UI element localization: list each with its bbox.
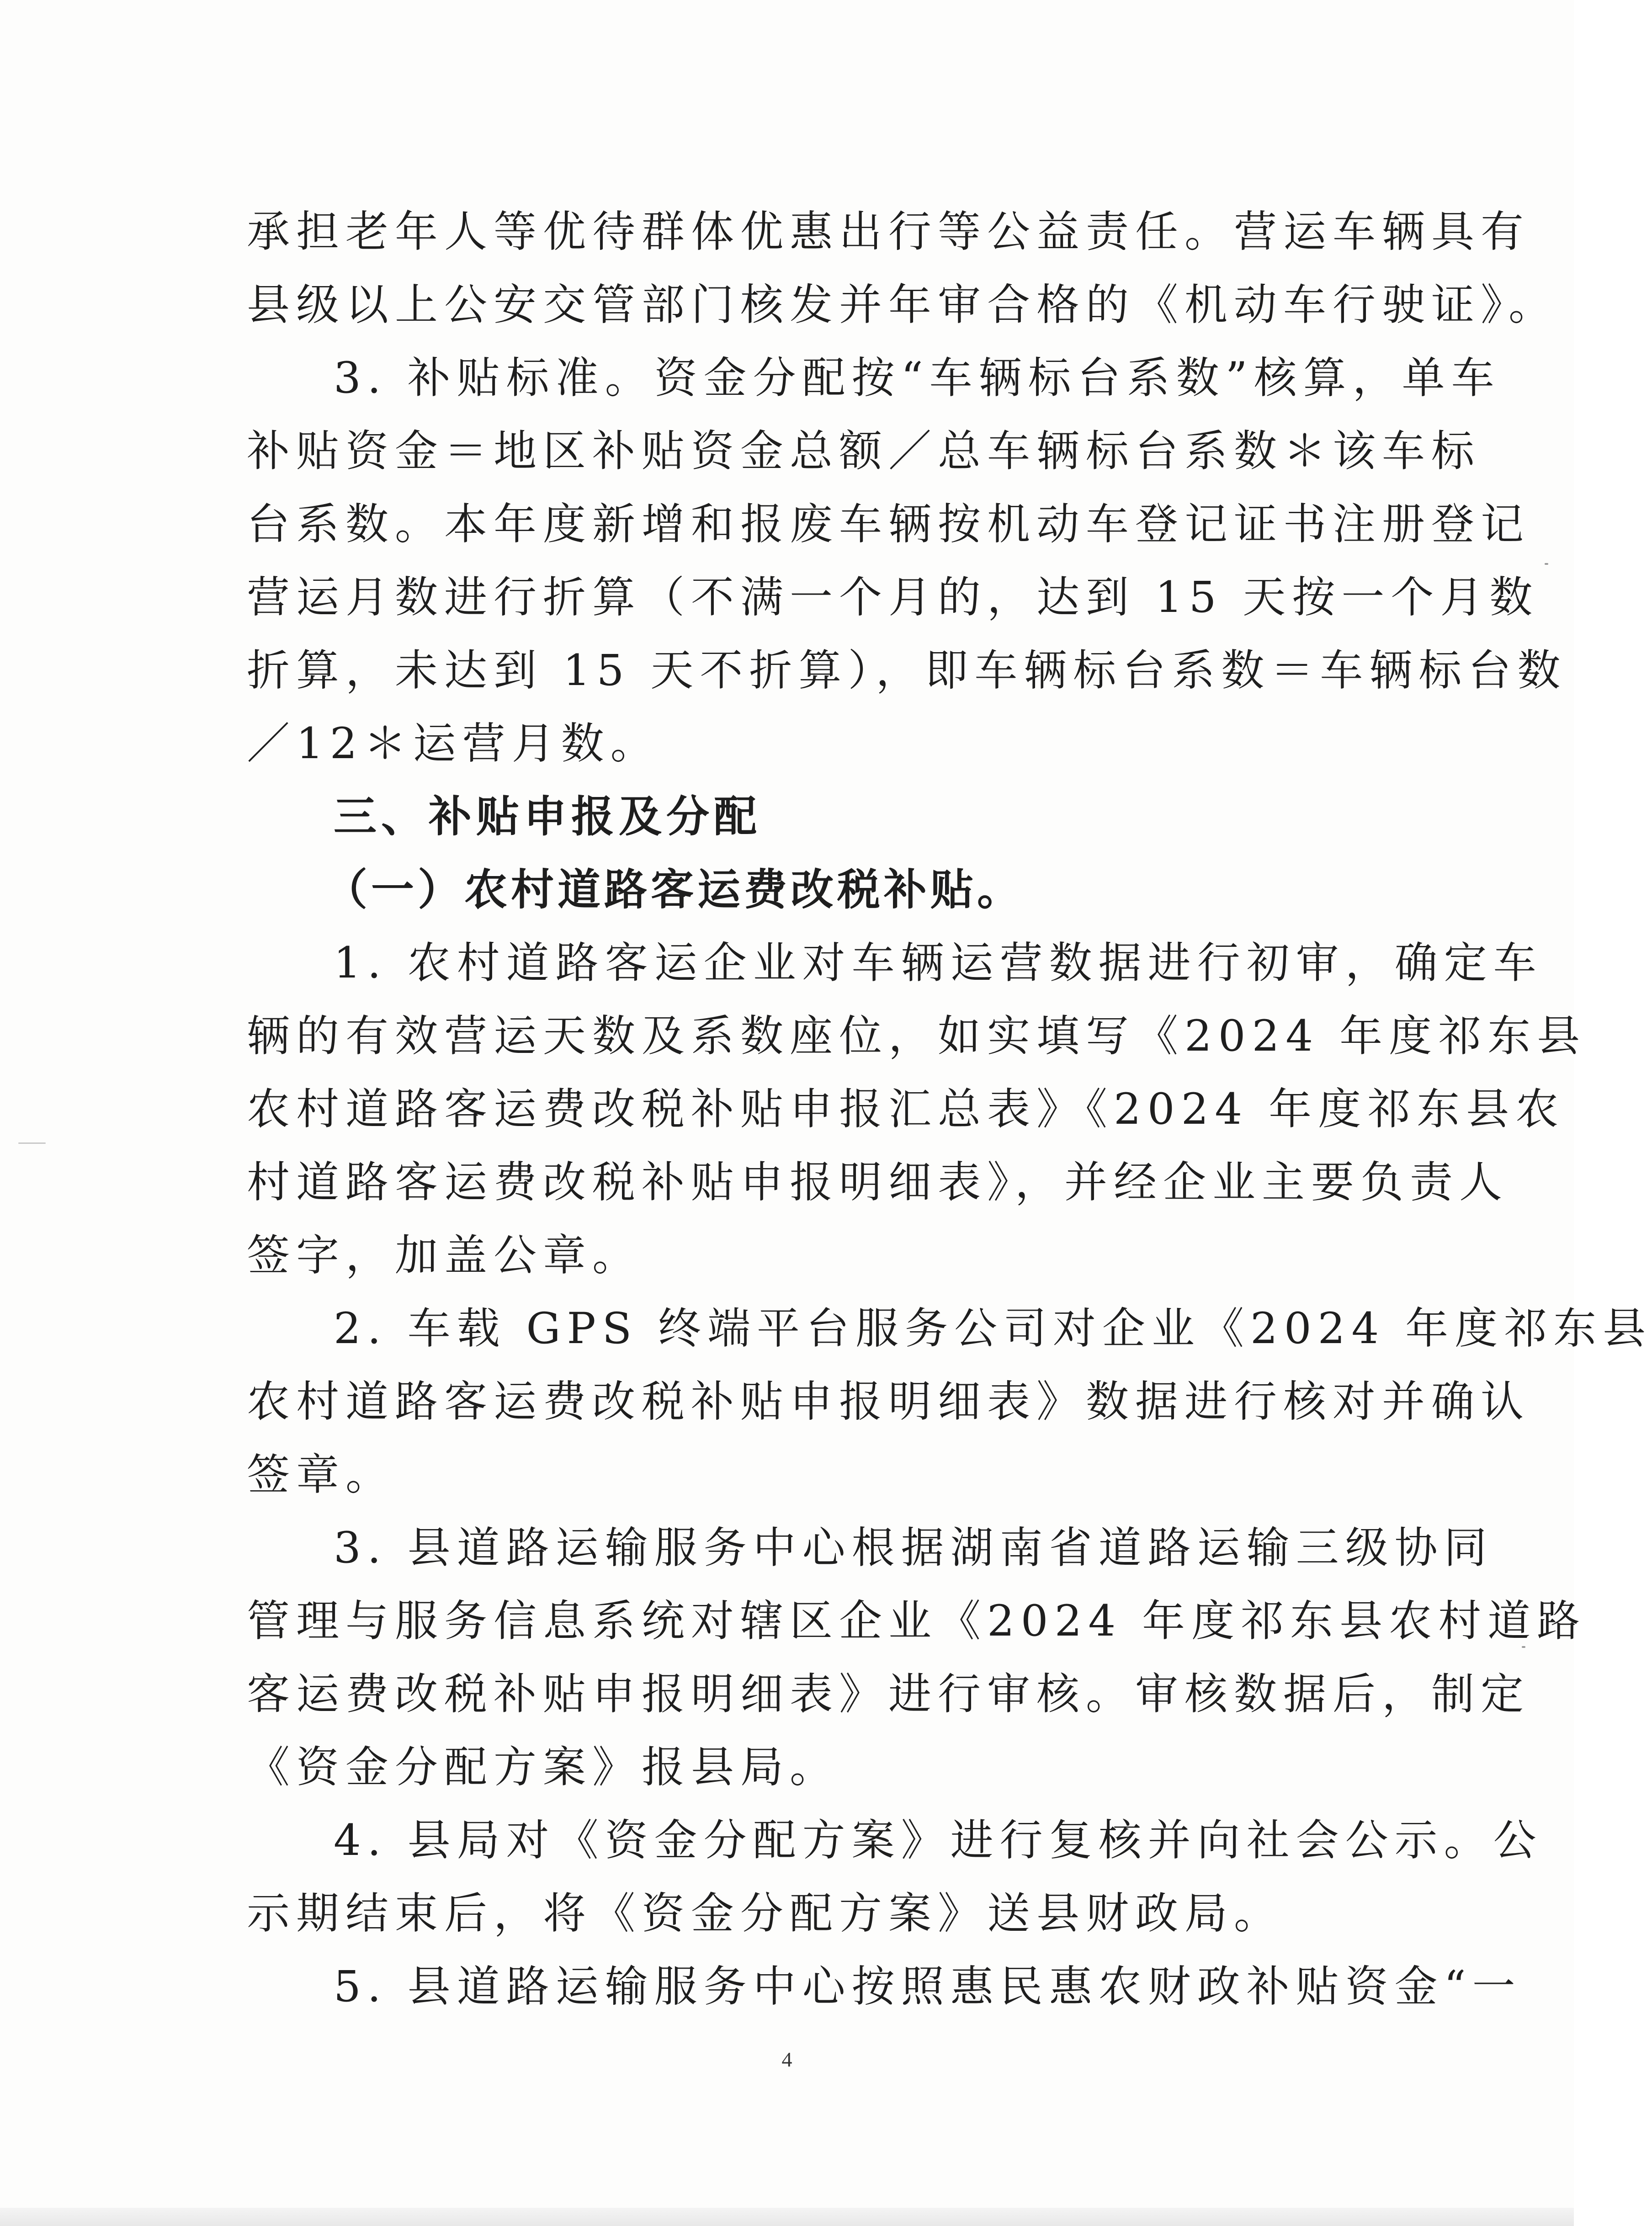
paragraph-start: 3. 补贴标准。资金分配按“车辆标台系数”核算，单车 bbox=[334, 353, 1501, 403]
body-line: 《资金分配方案》报县局。 bbox=[247, 1743, 839, 1792]
body-line: 村道路客运费改税补贴申报明细表》，并经企业主要负责人 bbox=[247, 1158, 1509, 1207]
body-line: 农村道路客运费改税补贴申报汇总表》《2024 年度祁东县农 bbox=[247, 1084, 1565, 1134]
body-line: 管理与服务信息系统对辖区企业《2024 年度祁东县农村道路 bbox=[247, 1596, 1587, 1646]
body-line: 县级以上公安交管部门核发并年审合格的《机动车行驶证》。 bbox=[247, 280, 1558, 330]
scan-speck bbox=[1545, 563, 1548, 565]
body-line: 客运费改税补贴申报明细表》进行审核。审核数据后，制定 bbox=[247, 1669, 1530, 1719]
body-line: 辆的有效营运天数及系数座位，如实填写《2024 年度祁东县 bbox=[247, 1011, 1587, 1061]
body-line: 签字，加盖公章。 bbox=[247, 1231, 642, 1280]
document-body bbox=[247, 196, 1652, 2024]
body-line: 补贴资金＝地区补贴资金总额／总车辆标台系数＊该车标 bbox=[247, 426, 1481, 476]
scan-speck bbox=[1522, 1646, 1525, 1648]
body-line: 农村道路客运费改税补贴申报明细表》数据进行核对并确认 bbox=[247, 1377, 1530, 1427]
paragraph-start: 1. 农村道路客运企业对车辆运营数据进行初审，确定车 bbox=[334, 938, 1543, 988]
body-line: 签章。 bbox=[247, 1450, 395, 1500]
scan-edge bbox=[0, 2208, 1574, 2226]
paragraph-start: 2. 车载 GPS 终端平台服务公司对企业《2024 年度祁东县 bbox=[334, 1304, 1652, 1354]
body-line: 示期结束后，将《资金分配方案》送县财政局。 bbox=[247, 1889, 1284, 1939]
body-line: ／12＊运营月数。 bbox=[247, 719, 660, 769]
paragraph-start: 3. 县道路运输服务中心根据湖南省道路运输三级协同 bbox=[334, 1523, 1493, 1573]
body-line: 营运月数进行折算（不满一个月的，达到 15 天按一个月数 bbox=[247, 573, 1539, 622]
scan-speck bbox=[18, 1142, 46, 1144]
body-line: 台系数。本年度新增和报废车辆按机动车登记证书注册登记 bbox=[247, 499, 1530, 549]
paragraph-start: 5. 县道路运输服务中心按照惠民惠农财政补贴资金“一 bbox=[334, 1962, 1522, 2012]
section-heading: 三、补贴申报及分配 bbox=[334, 792, 762, 842]
subsection-heading: （一）农村道路客运费改税补贴。 bbox=[324, 865, 1024, 915]
page-number: 4 bbox=[781, 2048, 792, 2071]
body-line: 承担老年人等优待群体优惠出行等公益责任。营运车辆具有 bbox=[247, 207, 1530, 257]
body-line: 折算，未达到 15 天不折算），即车辆标台系数＝车辆标台数 bbox=[247, 646, 1567, 696]
paragraph-start: 4. 县局对《资金分配方案》进行复核并向社会公示。公 bbox=[334, 1816, 1543, 1865]
